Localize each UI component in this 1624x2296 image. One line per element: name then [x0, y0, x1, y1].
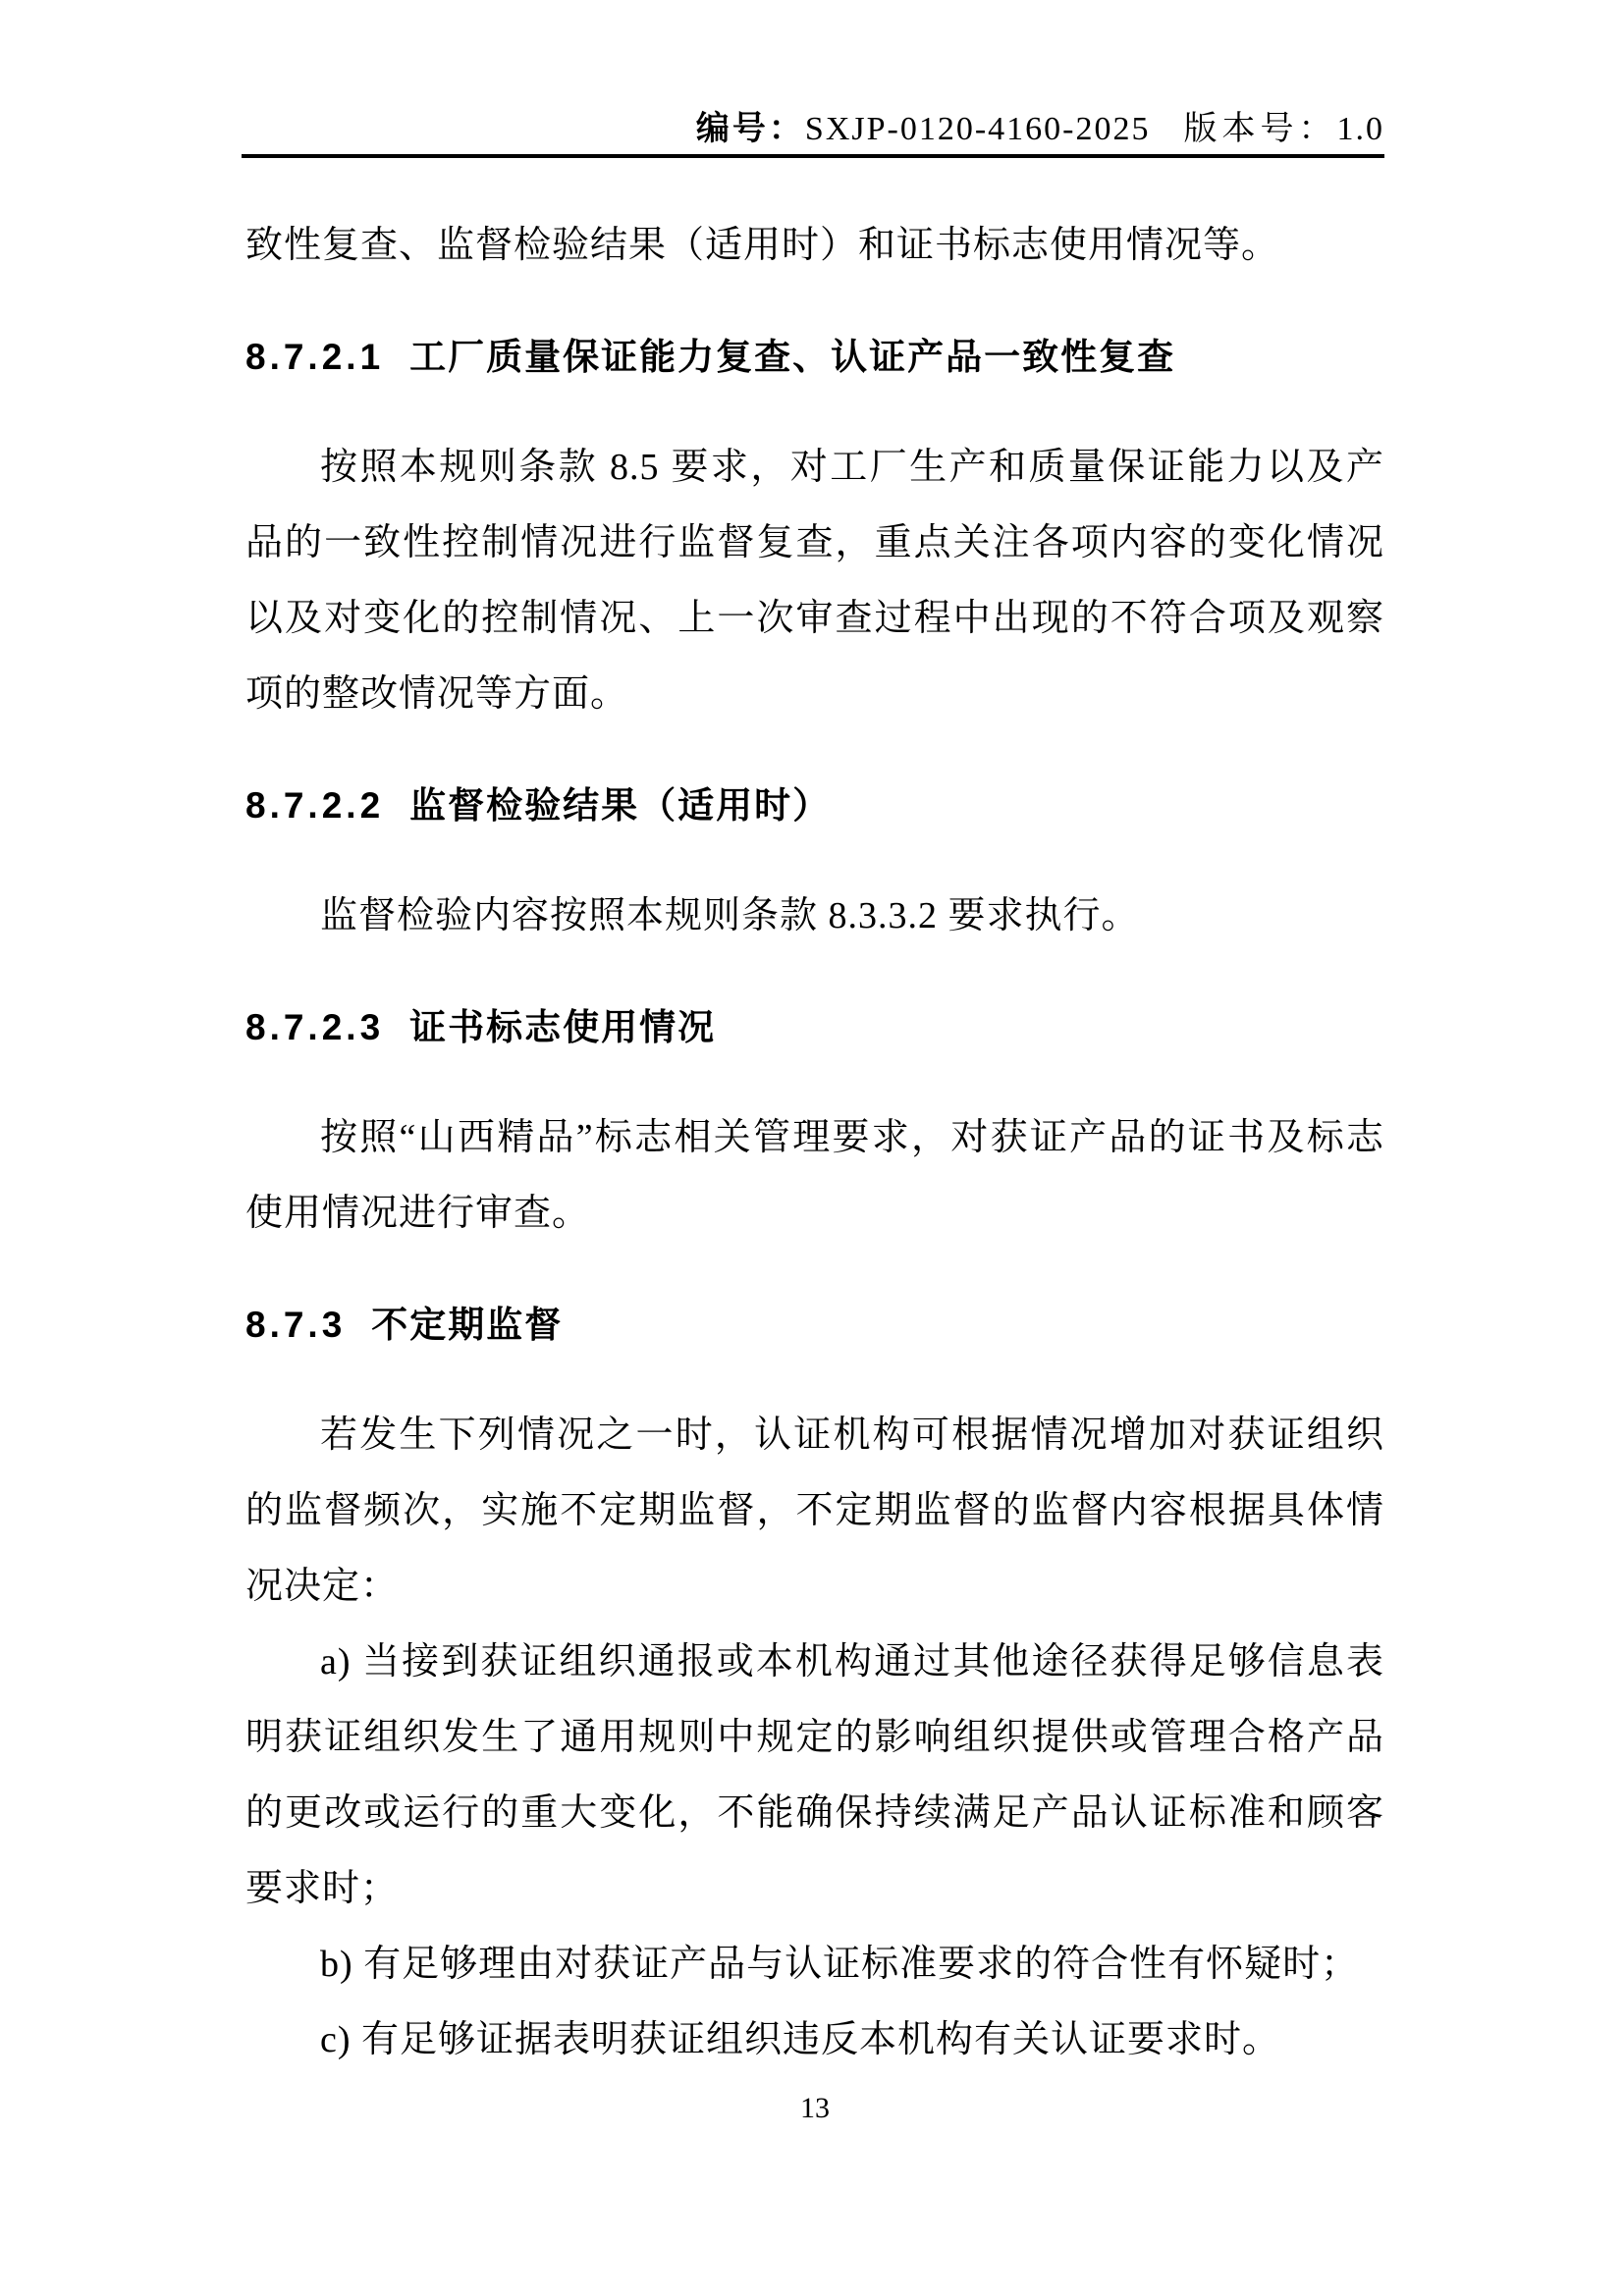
list-item-c: c) 有足够证据表明获证组织违反本机构有关认证要求时。	[320, 2019, 1281, 2060]
header-rule	[242, 154, 1384, 158]
doc-number-label: 编号：	[695, 110, 805, 147]
paragraph-continuation: 致性复查、监督检验结果（适用时）和证书标志使用情况等。	[245, 225, 1280, 266]
list-item-a: a) 当接到获证组织通报或本机构通过其他途径获得足够信息表明获证组织发生了通用规则中规定的影响组织提供或管理合格产品的更改或运行的重大变化，不能确保持续满足产品认证标准和顾客要求时；	[245, 1641, 1384, 1909]
section-title: 不定期监督	[371, 1305, 564, 1345]
section-heading-8-7-2-3	[245, 989, 1384, 1065]
paragraph: 按照本规则条款 8.5 要求，对工厂生产和质量保证能力以及产品的一致性控制情况进行监督复查，重点关注各项内容的变化情况以及对变化的控制情况、上一次审查过程中出现的不符合项及观察项的整改情况等方面。	[245, 447, 1384, 715]
paragraph: 按照“山西精品”标志相关管理要求，对获证产品的证书及标志使用情况进行审查。	[245, 1117, 1384, 1234]
section-number: 8.7.3	[245, 1305, 347, 1345]
document-header	[245, 108, 1384, 150]
section-heading-8-7-2-2	[245, 768, 1384, 843]
paragraph: 若发生下列情况之一时，认证机构可根据情况增加对获证组织的监督频次，实施不定期监督，不定期监督的监督内容根据具体情况决定：	[245, 1415, 1384, 1607]
list-item-b: b) 有足够理由对获证产品与认证标准要求的符合性有怀疑时；	[320, 1944, 1360, 1985]
section-number: 8.7.2.1	[245, 337, 385, 377]
section-number: 8.7.2.2	[245, 785, 385, 826]
paragraph: 监督检验内容按照本规则条款 8.3.3.2 要求执行。	[320, 895, 1140, 936]
version-label: 版本号：	[1183, 111, 1337, 147]
section-heading-8-7-2-1	[245, 319, 1384, 395]
doc-number-value: SXJP-0120-4160-2025	[804, 111, 1151, 147]
version-value: 1.0	[1336, 111, 1384, 147]
page-number: 13	[800, 2092, 830, 2124]
section-title: 工厂质量保证能力复查、认证产品一致性复查	[409, 337, 1176, 377]
section-title: 监督检验结果（适用时）	[409, 785, 832, 826]
section-heading-8-7-3	[245, 1287, 1384, 1362]
document-body	[245, 208, 1384, 2078]
section-title: 证书标志使用情况	[409, 1007, 717, 1047]
section-number: 8.7.2.3	[245, 1007, 385, 1047]
